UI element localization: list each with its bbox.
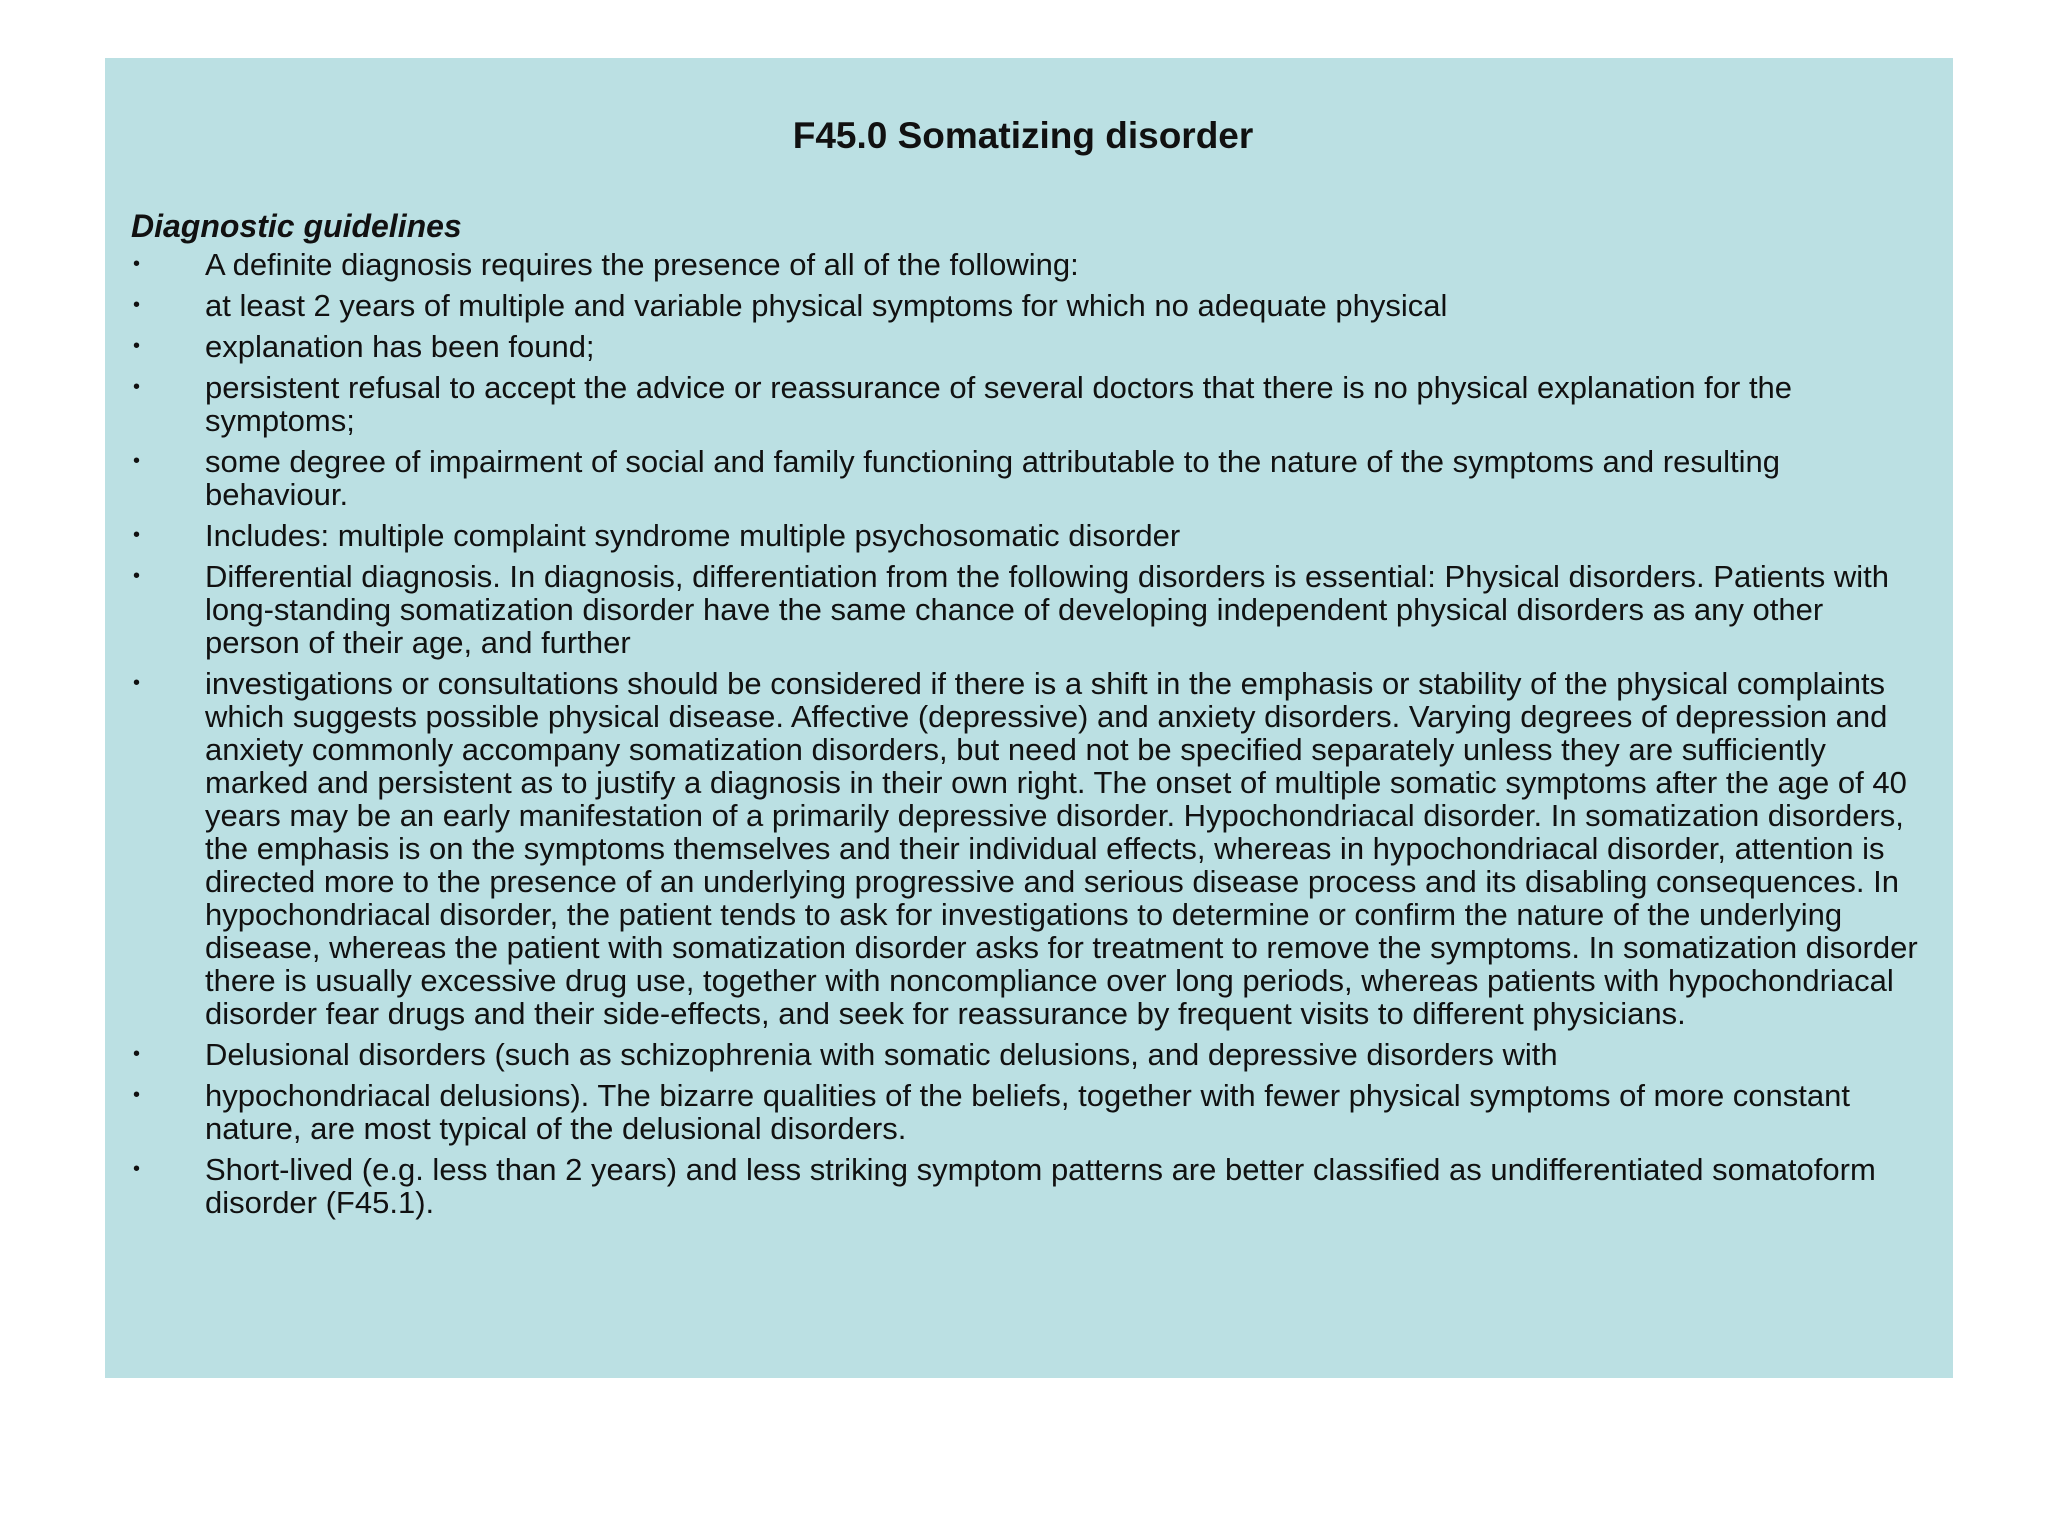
bullet-icon: • [133,450,141,472]
slide-title: F45.0 Somatizing disorder [792,115,1254,156]
list-item [127,371,1919,437]
bullet-icon: • [133,565,141,587]
list-item [127,248,1919,281]
list-item [127,1038,1919,1071]
list-item-text: hypochondriacal delusions). The bizarre qualities of the beliefs, together with fewer physical symptoms of more constant nature, are most typical of the delusional disorders. [205,1078,1850,1146]
list-item [127,289,1919,322]
bullet-icon: • [133,1043,141,1065]
bullet-icon: • [133,524,141,546]
guideline-list [127,248,1919,1219]
bullet-icon: • [133,1084,141,1106]
bullet-icon: • [133,253,141,275]
list-item-text: some degree of impairment of social and family functioning attributable to the nature of the symptoms and resulting behaviour. [205,444,1780,512]
list-item-text: persistent refusal to accept the advice or reassurance of several doctors that there is no physical explanation for the symptoms; [205,370,1793,438]
slide-panel [105,58,1953,1378]
list-item-text: Differential diagnosis. In diagnosis, differentiation from the following disorders is essential: Physical disorders. Patients with long-standing somatization disorder have the same chance of developing independent physical disorders as any other person of their age, and further [205,559,1890,660]
list-item-text: Delusional disorders (such as schizophrenia with somatic delusions, and depressive disorders with [205,1037,1558,1072]
bullet-icon: • [133,376,141,398]
list-item [127,1153,1919,1219]
list-item-text: Includes: multiple complaint syndrome multiple psychosomatic disorder [205,518,1181,553]
bullet-icon: • [133,672,141,694]
list-item [127,519,1919,552]
section-heading: Diagnostic guidelines [131,208,462,244]
list-item-text: investigations or consultations should be considered if there is a shift in the emphasis or stability of the physical complaints which suggests possible physical disease. Affective (depressive) and anxiety disorders. Varying degrees of depression and anxiety commonly accompany somatization disorders, but need not be specified separately unless they are sufficiently marked and persistent as to justify a diagnosis in their own right. The onset of multiple somatic symptoms after the age of 40 years may be an early manifestation of a primarily depressive disorder. Hypochondriacal disorder. In somatization disorders, the emphasis is on the symptoms themselves and their individual effects, whereas in hypochondriacal disorder, attention is directed more to the presence of an underlying progressive and serious disease process and its disabling consequences. In hypochondriacal disorder, the patient tends to ask for investigations to determine or confirm the nature of the underlying disease, whereas the patient with somatization disorder asks for treatment to remove the symptoms. In somatization disorder there is usually excessive drug use, together with noncompliance over long periods, whereas patients with hypochondriacal disorder fear drugs and their side-effects, and seek for reassurance by frequent visits to different physicians. [205,666,1918,1031]
list-item-text: A definite diagnosis requires the presence of all of the following: [205,247,1079,282]
list-item [127,330,1919,363]
list-item-text: explanation has been found; [205,329,595,364]
list-item [127,667,1919,1030]
list-item [127,1079,1919,1145]
list-item-text: at least 2 years of multiple and variable physical symptoms for which no adequate physical [205,288,1448,323]
list-item-text: Short-lived (e.g. less than 2 years) and less striking symptom patterns are better classified as undifferentiated somatoform disorder (F45.1). [205,1152,1876,1220]
bullet-icon: • [133,294,141,316]
bullet-icon: • [133,1158,141,1180]
bullet-icon: • [133,335,141,357]
list-item [127,445,1919,511]
list-item [127,560,1919,659]
